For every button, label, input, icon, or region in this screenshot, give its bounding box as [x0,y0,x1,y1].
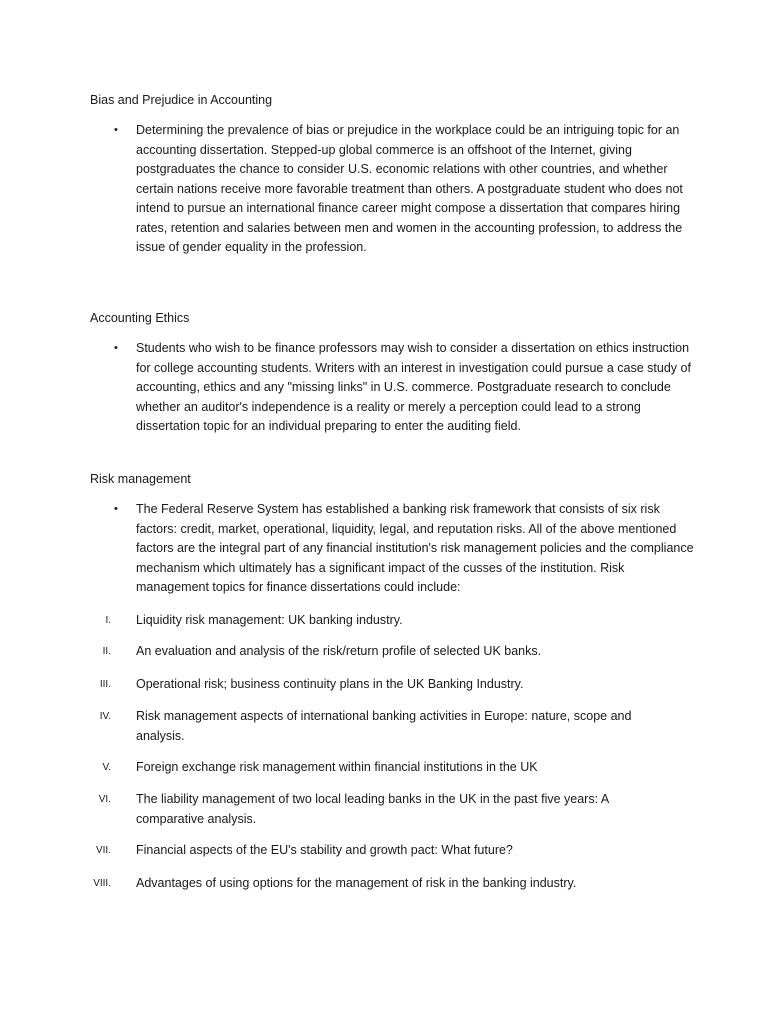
list-item-text: Risk management aspects of international banking activities in Europe: nature, scope and analysis. [136,709,632,743]
bullet-icon: • [114,124,118,136]
bullet-text-bias: Determining the prevalence of bias or prejudice in the workplace could be an intriguing topic for an accounting dissertation. Stepped-up global commerce is an offshoot of the Internet, giving postgraduates the chance to consider U.S. economic relations with other countries, and whether certain nations receive more favorable treatment than others. A postgraduate student who does not intend to pursue an international finance career might compose a dissertation that compares hiring rates, retention and salaries between men and women in the accounting profession, to address the issue of gender equality in the profession. [136,123,683,254]
list-item-text: An evaluation and analysis of the risk/return profile of selected UK banks. [136,644,542,658]
bullet-text-risk: The Federal Reserve System has established a banking risk framework that consists of six risk factors: credit, market, operational, liquidity, legal, and reputation risks. All of the above mentioned factors are the integral part of any financial institution's risk management policies and the compliance mechanism which ultimately has a significant impact of the cusses of the institution. Risk management topics for finance dissertations could include: [136,502,694,594]
list-item-text: Financial aspects of the EU's stability and growth pact: What future? [136,843,513,857]
bullet-icon: • [114,342,118,354]
bullet-text-ethics: Students who wish to be finance professors may wish to consider a dissertation on ethics instruction for college accounting students. Writers with an interest in investigation could pursue a case study of accounting, ethics and any "missing links" in U.S. commerce. Postgraduate research to conclude whether an auditor's independence is a reality or merely a perception could lead to a strong dissertation topic for an individual preparing to enter the auditing field. [136,341,691,433]
list-marker: VIII. [93,878,111,889]
list-marker: VI. [98,794,111,805]
list-item-text: Foreign exchange risk management within financial institutions in the UK [136,760,538,774]
list-marker: IV. [99,711,111,722]
list-marker: VII. [95,845,111,856]
section-heading-ethics: Accounting Ethics [90,311,190,325]
bullet-icon: • [114,503,118,515]
list-item-text: The liability management of two local leading banks in the UK in the past five years: A comparative analysis. [136,792,609,826]
section-heading-bias: Bias and Prejudice in Accounting [90,93,273,107]
list-item-text: Operational risk; business continuity plans in the UK Banking Industry. [136,677,524,691]
section-heading-risk: Risk management [90,472,191,486]
list-item-text: Advantages of using options for the management of risk in the banking industry. [136,876,577,890]
list-marker: I. [105,615,111,626]
list-marker: III. [99,679,111,690]
list-marker: II. [102,646,111,657]
list-item-text: Liquidity risk management: UK banking industry. [136,613,403,627]
list-marker: V. [102,762,111,773]
